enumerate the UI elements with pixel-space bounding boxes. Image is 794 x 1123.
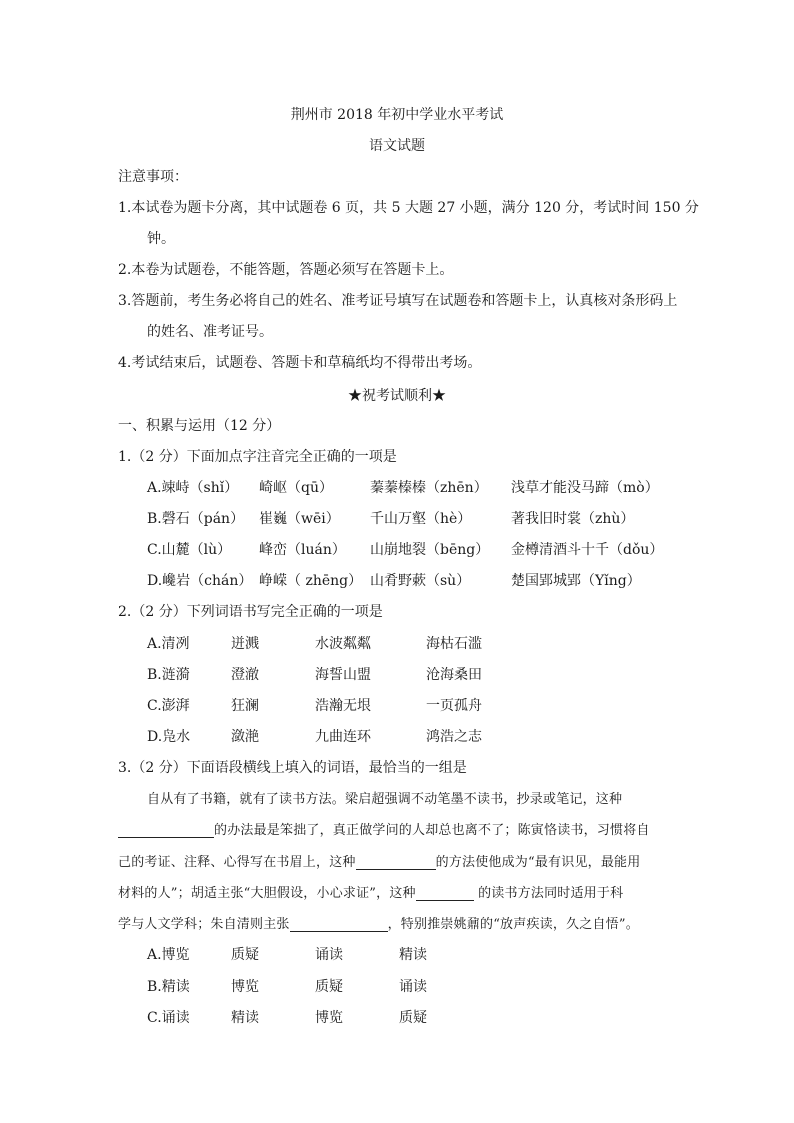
q3-option-b-1: B.精读	[147, 979, 190, 995]
notice-item-4: 4.考试结束后，试题卷、答题卡和草稿纸均不得带出考场。	[118, 355, 482, 371]
q1-option-c-2: 峰峦（luán）	[259, 542, 346, 558]
blessing: ★祝考试顺利★	[348, 388, 446, 404]
q2-option-a-1: A.清冽	[147, 636, 190, 652]
passage-line-1: 自从有了书籍，就有了读书方法。梁启超强调不动笔墨不读书，抄录或笔记，这种	[147, 792, 623, 807]
q2-option-b-1: B.涟漪	[147, 667, 190, 683]
question-2-stem: 2.（2 分）下列词语书写完全正确的一项是	[118, 604, 383, 620]
q2-option-c-1: C.澎湃	[147, 698, 190, 714]
q1-option-a-3: 蓁蓁榛榛（zhēn）	[370, 480, 488, 496]
q2-option-c-4: 一页孤舟	[426, 698, 482, 714]
q2-option-b-3: 海誓山盟	[315, 667, 371, 683]
q1-option-d-3: 山肴野蔌（sù）	[370, 573, 471, 589]
q3-option-c-1: C.诵读	[147, 1010, 190, 1026]
notice-item-1-cont: 钟。	[147, 231, 175, 247]
answer-blank-3[interactable]	[416, 886, 474, 901]
q2-option-b-4: 沧海桑田	[426, 667, 482, 683]
q1-option-d-2: 峥嵘（ zhēng）	[259, 573, 363, 589]
q3-option-b-2: 博览	[231, 979, 259, 995]
q2-option-d-1: D.凫水	[147, 729, 191, 745]
passage-line-3	[118, 851, 678, 870]
q3-option-a-2: 质疑	[231, 947, 259, 963]
passage-line-4	[118, 882, 678, 901]
q1-option-b-2: 崔巍（wēi）	[259, 511, 340, 527]
q3-option-a-3: 诵读	[315, 947, 343, 963]
answer-blank-1[interactable]	[118, 823, 214, 838]
notice-item-3: 3.答题前，考生务必将自己的姓名、准考证号填写在试题卷和答题卡上，认真核对条形码上	[118, 293, 678, 309]
notice-item-3-cont: 的姓名、准考证号。	[147, 324, 273, 340]
passage-text: 的办法最是笨拙了，真正做学问的人却总也离不了；陈寅恪读书，习惯将自	[214, 823, 650, 838]
q1-option-a-2: 崎岖（qū）	[259, 480, 333, 496]
q1-option-c-1: C.山麓（lù）	[147, 542, 232, 558]
q2-option-a-3: 水波粼粼	[315, 636, 371, 652]
q2-option-c-3: 浩瀚无垠	[315, 698, 371, 714]
q1-option-a-4: 浅草才能没马蹄（mò）	[511, 480, 659, 496]
q3-option-c-3: 博览	[315, 1010, 343, 1026]
answer-blank-4[interactable]	[290, 917, 388, 932]
q2-option-a-2: 迸溅	[231, 636, 259, 652]
q1-option-d-4: 楚国郢城郢（Yǐng）	[511, 573, 641, 589]
passage-line-2	[118, 819, 678, 838]
q1-option-c-4: 金樽清酒斗十千（dǒu）	[511, 542, 664, 558]
answer-blank-2[interactable]	[356, 855, 436, 870]
q2-option-d-3: 九曲连环	[315, 729, 371, 745]
q3-option-a-4: 精读	[399, 947, 427, 963]
passage-text: ，特别推崇姚鼐的“放声疾读，久之自悟”。	[387, 917, 639, 932]
passage-text: 材料的人”；胡适主张“大胆假设，小心求证”，这种	[118, 886, 416, 901]
q2-option-d-2: 潋滟	[231, 729, 259, 745]
q2-option-a-4: 海枯石滥	[426, 636, 482, 652]
q3-option-c-2: 精读	[231, 1010, 259, 1026]
q1-option-b-3: 千山万壑（hè）	[370, 511, 472, 527]
q1-option-a-1: A.竦峙（shǐ）	[147, 480, 239, 496]
q3-option-a-1: A.博览	[147, 947, 190, 963]
q3-option-c-4: 质疑	[399, 1010, 427, 1026]
notice-item-1: 1.本试卷为题卡分离，其中试题卷 6 页，共 5 大题 27 小题，满分 120 分，考试时间 150 分	[118, 200, 699, 216]
passage-text: 学与人文学科；朱自清则主张	[118, 917, 290, 932]
question-3-stem: 3.（2 分）下面语段横线上填入的词语，最恰当的一组是	[118, 760, 467, 776]
q3-option-b-4: 诵读	[399, 979, 427, 995]
q1-option-b-1: B.磬石（pán）	[147, 511, 245, 527]
q2-option-d-4: 鸿浩之志	[426, 729, 482, 745]
q2-option-c-2: 狂澜	[231, 698, 259, 714]
page-title: 荆州市 2018 年初中学业水平考试	[290, 107, 504, 123]
q3-option-b-3: 质疑	[315, 979, 343, 995]
q2-option-b-2: 澄澈	[231, 667, 259, 683]
notice-heading: 注意事项：	[118, 169, 188, 185]
page-subtitle: 语文试题	[369, 138, 425, 154]
passage-text: 的读书方法同时适用于科	[473, 886, 624, 901]
passage-line-5	[118, 913, 678, 932]
passage-text: 己的考证、注释、心得写在书眉上，这种	[118, 855, 356, 870]
notice-item-2: 2.本卷为试题卷，不能答题，答题必须写在答题卡上。	[118, 262, 454, 278]
section-heading: 一、积累与运用（12 分）	[118, 418, 281, 434]
q1-option-d-1: D.巉岩（chán）	[147, 573, 253, 589]
q1-option-b-4: 著我旧时裳（zhù）	[511, 511, 635, 527]
question-1-stem: 1.（2 分）下面加点字注音完全正确的一项是	[118, 449, 397, 465]
passage-text: 的方法使他成为“最有识见，最能用	[435, 855, 641, 870]
q1-option-c-3: 山崩地裂（bēng）	[370, 542, 490, 558]
